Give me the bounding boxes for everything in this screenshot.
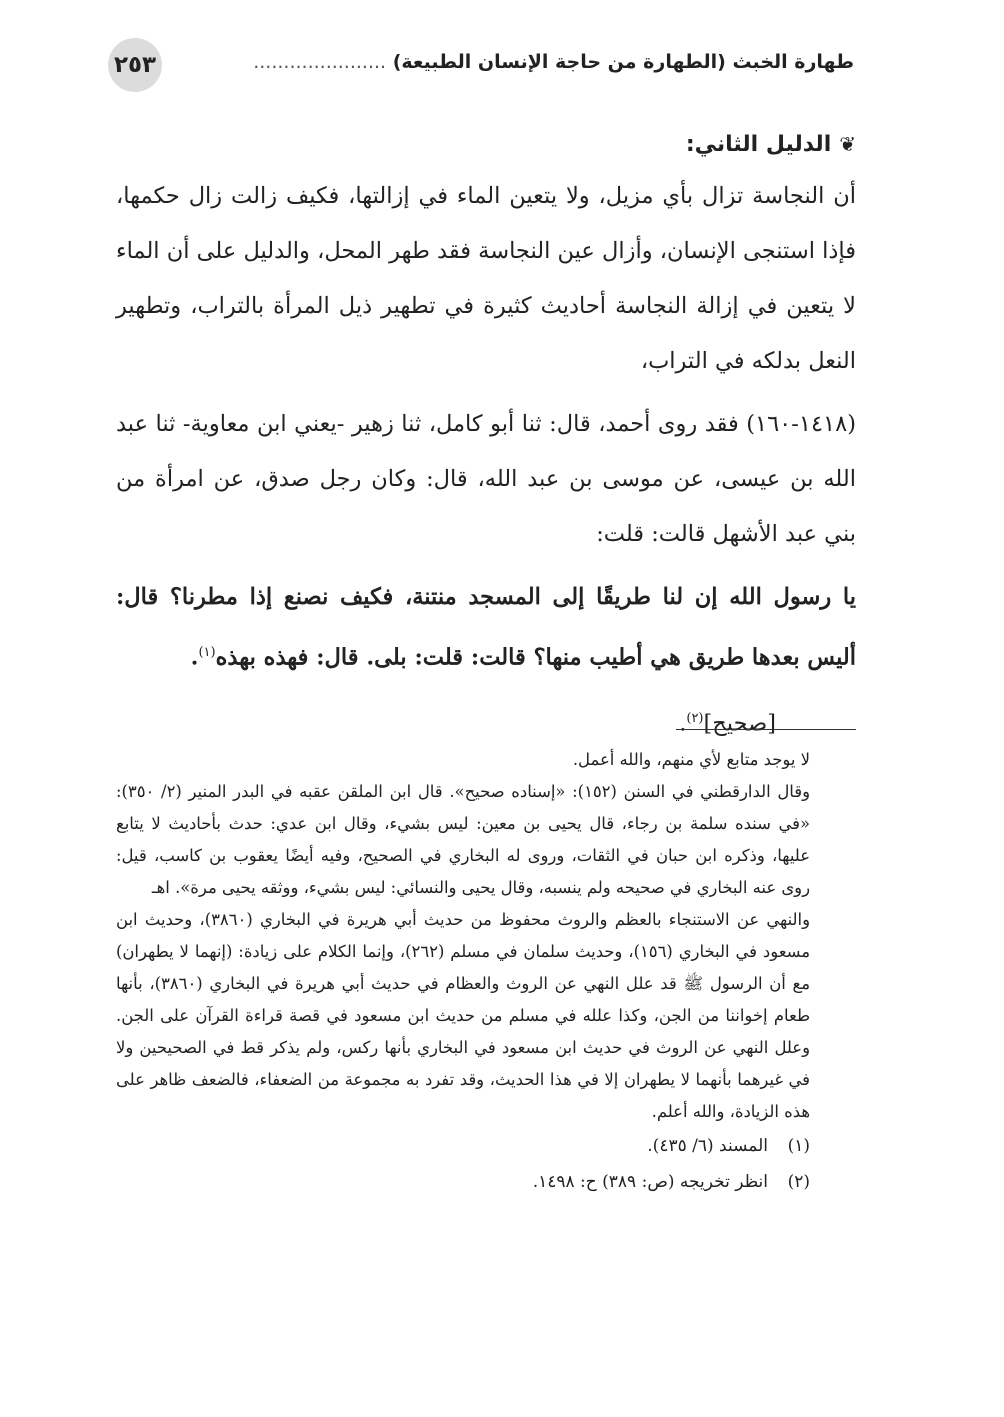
footnote-list bbox=[70, 1130, 810, 1198]
hadith-end: . bbox=[190, 644, 199, 671]
running-head-dots: ...................... bbox=[253, 51, 387, 73]
section-title bbox=[116, 124, 856, 165]
main-text bbox=[116, 124, 856, 748]
footnote-ref-2[interactable]: (٢) bbox=[686, 710, 704, 726]
page-header bbox=[108, 38, 854, 98]
footnote-separator bbox=[676, 729, 856, 730]
footnote-item bbox=[70, 1166, 810, 1198]
footnote-continuation-2: وقال الدارقطني في السنن (١٥٢): «إسناده صحيح». قال ابن الملقن عقبه في البدر المنير (٢/ ٣٥٠): «في سنده سلمة بن رجاء، قال يحيى بن معين: ليس بشيء، وقال ابن عدي: حدث بأحاديث لا يتابع عليها، وذكره ابن حبان في الثقات، وروى له البخاري في الصحيح، وفيه أيضًا يعقوب بن كاسب، قيل: روى عنه البخاري في صحيحه ولم ينسبه، وقال يحيى والنسائي: ليس بشيء، ووثقه يحيى مرة». اهـ bbox=[116, 782, 810, 897]
hadith-grade bbox=[116, 694, 856, 749]
paragraph-isnad: (١٤١٨-١٦٠) فقد روى أحمد، قال: ثنا أبو كامل، ثنا زهير -يعني ابن معاوية- ثنا عبد الله بن عيسى، عن موسى بن عبد الله، قال: وكان رجل صدق، عن امرأة من بني عبد الأشهل قالت: قلت: bbox=[116, 411, 856, 547]
leaf-icon: ❦ bbox=[839, 132, 856, 156]
footnote-number: (١) bbox=[787, 1136, 810, 1156]
hadith-text: يا رسول الله إن لنا طريقًا إلى المسجد منتنة، فكيف نصنع إذا مطرنا؟ قال: أليس بعدها طريق هي أطيب منها؟ قالت: قلت: بلى. قال: فهذه بهذه bbox=[116, 584, 856, 671]
grade-end: . bbox=[679, 710, 687, 736]
footnote-number: (٢) bbox=[787, 1172, 810, 1192]
paragraph-hadith-text bbox=[116, 570, 856, 686]
footnotes bbox=[116, 744, 810, 1202]
footnote-continuation-3: والنهي عن الاستنجاء بالعظم والروث محفوظ من حديث أبي هريرة في البخاري (٣٨٦٠)، وحديث ابن مسعود في البخاري (١٥٦)، وحديث سلمان في مسلم (٢٦٢)، وإنما الكلام على زيادة: (إنهما لا يطهران) مع أن الرسول ﷺ قد علل النهي عن الروث والعظام في حديث أبي هريرة في البخاري (٣٨٦٠)، بأنها طعام إخواننا من الجن، وكذا علله في مسلم من حديث ابن مسعود في قصة قراءة القرآن على الجن. وعلل النهي عن الروث في حديث ابن مسعود في البخاري بأنها ركس، ولم يذكر قط في الصحيحين ولا في غيرهما بأنهما لا يطهران إلا في هذا الحديث، وقد تفرد به مجموعة من الضعفاء، فالضعف ظاهر على هذه الزيادة، والله أعلم. bbox=[116, 910, 810, 1121]
footnote-continuation-1: لا يوجد متابع لأي منهم، والله أعمل. bbox=[572, 750, 810, 769]
footnote-ref-1[interactable]: (١) bbox=[198, 645, 216, 660]
running-head bbox=[176, 51, 854, 73]
footnote-text: انظر تخريجه (ص: ٣٨٩) ح: ١٤٩٨. bbox=[532, 1172, 768, 1192]
running-head-title: طهارة الخبث (الطهارة من حاجة الإنسان الطبيعة) bbox=[392, 51, 854, 73]
footnote-item bbox=[70, 1130, 810, 1162]
paragraph-argument: أن النجاسة تزال بأي مزيل، ولا يتعين الماء في إزالتها، فكيف زالت زال حكمها، فإذا استنجى الإنسان، وأزال عين النجاسة فقد طهر المحل، والدليل على أن الماء لا يتعين في إزالة النجاسة أحاديث كثيرة في تطهير ذيل المرأة بالتراب، وتطهير النعل بدلكه في التراب، bbox=[116, 183, 856, 374]
grade-text: [صحيح] bbox=[703, 710, 776, 736]
section-title-text: الدليل الثاني: bbox=[685, 132, 832, 157]
page-number-badge: ٢٥٣ bbox=[108, 38, 162, 92]
footnote-text: المسند (٦/ ٤٣٥). bbox=[647, 1136, 768, 1156]
